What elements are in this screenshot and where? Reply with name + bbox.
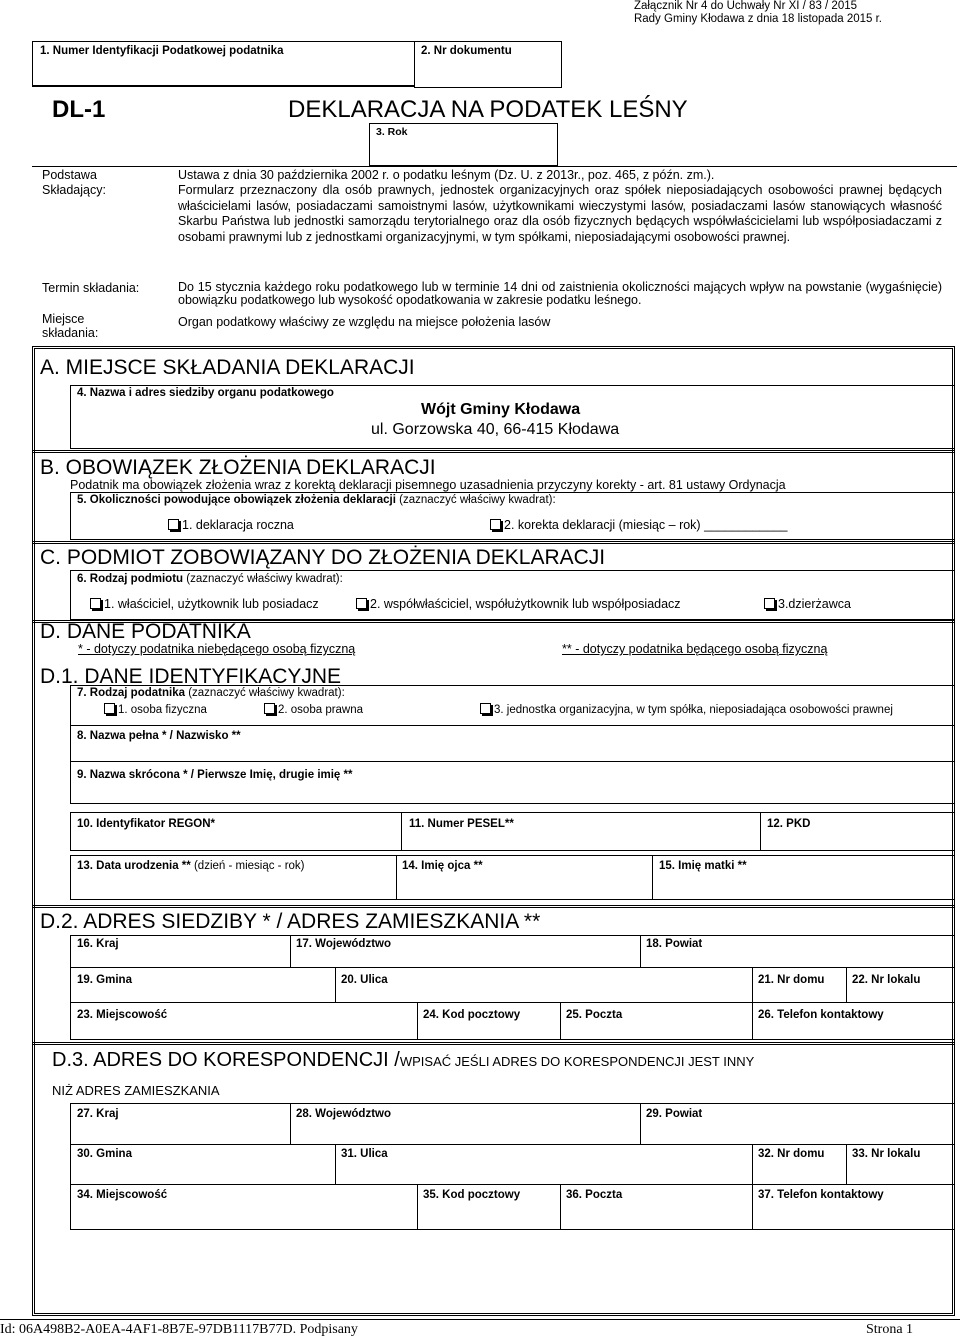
field-5-hint: (zaznaczyć właściwy kwadrat): <box>399 494 556 506</box>
field-19-label: 19. Gmina <box>77 974 132 986</box>
basis-text: Ustawa z dnia 30 października 2002 r. o podatku leśnym (Dz. U. z 2013r., poz. 465, z późn. zm.). <box>178 168 715 182</box>
nip-label: 1. Numer Identyfikacji Podatkowej podatnika <box>40 45 284 57</box>
field-12-label: 12. PKD <box>767 818 811 830</box>
form-title: DEKLARACJA NA PODATEK LEŚNY <box>288 96 688 123</box>
option-lessee[interactable] <box>764 597 851 611</box>
field-5-label <box>77 494 556 506</box>
section-d-title: D. DANE PODATNIKA <box>40 620 251 643</box>
attachment-note <box>634 0 882 26</box>
option-owner[interactable] <box>90 597 319 611</box>
section-d-note-2: ** - dotyczy podatnika będącego osobą fizyczną <box>562 642 828 656</box>
footer-page: Strona 1 <box>866 1322 914 1337</box>
field-15-label: 15. Imię matki ** <box>659 860 747 872</box>
field-6-label <box>77 573 343 585</box>
field-28-label: 28. Województwo <box>296 1108 391 1120</box>
footer-id: Id: 06A498B2-A0EA-4AF1-8B7E-97DB1117B77D. Podpisany <box>0 1322 358 1337</box>
field-26-label: 26. Telefon kontaktowy <box>758 1009 884 1021</box>
field-7-title: 7. Rodzaj podatnika <box>77 687 185 699</box>
field-24-label: 24. Kod pocztowy <box>423 1009 521 1021</box>
field-5-title: 5. Okoliczności powodujące obowiązek złożenia deklaracji <box>77 494 396 506</box>
option-org-unit-label: 3. jednostka organizacyjna, w tym spółka, nieposiadająca osobowości prawnej <box>494 704 893 716</box>
checkbox-owner[interactable] <box>90 598 101 609</box>
field-8-label: 8. Nazwa pełna * / Nazwisko ** <box>77 730 241 742</box>
field-23-label: 23. Miejscowość <box>77 1009 168 1021</box>
field-34-label: 34. Miejscowość <box>77 1189 168 1201</box>
field-13-hint: (dzień - miesiąc - rok) <box>193 860 305 872</box>
option-correction[interactable] <box>490 518 788 532</box>
field-6-title: 6. Rodzaj podmiotu <box>77 573 184 585</box>
option-natural-person-label: 1. osoba fizyczna <box>118 704 207 716</box>
section-a-title: A. MIEJSCE SKŁADANIA DEKLARACJI <box>40 356 415 379</box>
field-20-label: 20. Ulica <box>341 974 388 986</box>
filer-text: Formularz przeznaczony dla osób prawnych, jednostek organizacyjnych oraz spółek nieposiadających osobowości prawnej będących właścicielami lasów, posiadaczami samoistnymi lasów, użytkownikami wieczystymi lasów, posiadaczami lasów stanowiących własność Skarbu Państwa lub jednostki samorządu terytorialnego oraz dla osób fizycznych będących współwłaścicielami lub współposiadaczami z osobami prawnymi lub z jednostkami organizacyjnymi, w tym spółkami, nieposiadającymi osobowości prawnej. <box>178 183 942 244</box>
place-text: Organ podatkowy właściwy ze względu na miejsce położenia lasów <box>178 315 551 329</box>
field-17-label: 17. Województwo <box>296 938 391 950</box>
field-7-hint: (zaznaczyć właściwy kwadrat): <box>188 687 345 699</box>
section-d3-hint-2: NIŻ ADRES ZAMIESZKANIA <box>52 1083 220 1098</box>
office-name: Wójt Gminy Kłodawa <box>421 401 581 418</box>
field-18-label: 18. Powiat <box>646 938 703 950</box>
option-legal-person-label: 2. osoba prawna <box>278 704 364 716</box>
option-legal-person[interactable] <box>264 703 363 716</box>
office-address: ul. Gorzowska 40, 66-415 Kłodawa <box>371 421 620 438</box>
field-36-label: 36. Poczta <box>566 1189 623 1201</box>
checkbox-annual[interactable] <box>168 519 179 530</box>
deadline-label: Termin składania: <box>42 281 140 295</box>
field-29-label: 29. Powiat <box>646 1108 703 1120</box>
field-32-label: 32. Nr domu <box>758 1148 825 1160</box>
place-label-2: składania: <box>42 326 99 340</box>
year-label: 3. Rok <box>376 126 408 138</box>
field-4-label: 4. Nazwa i adres siedziby organu podatkowego <box>77 387 334 399</box>
field-16-label: 16. Kraj <box>77 938 119 950</box>
place-label-1: Miejsce <box>42 312 85 326</box>
doc-no-label: 2. Nr dokumentu <box>421 45 512 57</box>
option-correction-label: 2. korekta deklaracji (miesiąc – rok) ____________ <box>504 518 788 532</box>
section-d-note-1: * - dotyczy podatnika niebędącego osobą fizyczną <box>78 642 356 656</box>
filer-label: Składający: <box>42 183 106 197</box>
attachment-line-1: Załącznik Nr 4 do Uchwały Nr XI / 83 / 2015 <box>633 0 858 12</box>
option-owner-label: 1. właściciel, użytkownik lub posiadacz <box>104 597 319 611</box>
field-9-label: 9. Nazwa skrócona * / Pierwsze Imię, drugie imię ** <box>77 769 353 781</box>
checkbox-co-owner[interactable] <box>356 598 367 609</box>
section-d3-hint-1: WPISAĆ JEŚLI ADRES DO KORESPONDENCJI JEST INNY <box>399 1054 755 1069</box>
field-11-label: 11. Numer PESEL** <box>409 818 514 830</box>
option-co-owner-label: 2. współwłaściciel, współużytkownik lub współposiadacz <box>370 597 681 611</box>
field-21-label: 21. Nr domu <box>758 974 825 986</box>
field-27-label: 27. Kraj <box>77 1108 119 1120</box>
section-c-title: C. PODMIOT ZOBOWIĄZANY DO ZŁOŻENIA DEKLARACJI <box>40 546 606 569</box>
section-d1-title: D.1. DANE IDENTYFIKACYJNE <box>40 665 342 688</box>
field-7-label <box>77 687 345 699</box>
field-13-title: 13. Data urodzenia ** <box>77 860 191 872</box>
option-annual-label: 1. deklaracja roczna <box>182 518 294 532</box>
section-b-title: B. OBOWIĄZEK ZŁOŻENIA DEKLARACJI <box>40 456 436 479</box>
checkbox-natural-person[interactable] <box>104 703 115 714</box>
section-d3-title: D.3. ADRES DO KORESPONDENCJI / <box>52 1049 400 1071</box>
deadline-text: Do 15 stycznia każdego roku podatkowego lub w terminie 14 dni od zaistnienia okoliczności mających wpływ na powstanie (wygaśnięcie) obowiązku podatkowego lub wysokość opodatkowania w zakresie podatku leśnego. <box>178 280 942 307</box>
field-30-label: 30. Gmina <box>77 1148 132 1160</box>
option-lessee-label: 3.dzierżawca <box>778 597 851 611</box>
field-35-label: 35. Kod pocztowy <box>423 1189 521 1201</box>
field-25-label: 25. Poczta <box>566 1009 623 1021</box>
section-d3-heading <box>52 1049 754 1072</box>
field-10-label: 10. Identyfikator REGON* <box>77 818 216 830</box>
field-row-27-29 <box>70 1103 955 1145</box>
section-d2-title: D.2. ADRES SIEDZIBY * / ADRES ZAMIESZKANIA ** <box>40 910 541 933</box>
field-33-label: 33. Nr lokalu <box>852 1148 921 1160</box>
field-13-label <box>77 860 305 872</box>
option-natural-person[interactable] <box>104 703 207 716</box>
option-org-unit[interactable] <box>480 703 893 716</box>
checkbox-legal-person[interactable] <box>264 703 275 714</box>
field-6-hint: (zaznaczyć właściwy kwadrat): <box>186 573 343 585</box>
section-b-note: Podatnik ma obowiązek złożenia wraz z korektą deklaracji pisemnego uzasadnienia przyczyny korekty - art. 81 ustawy Ordynacja <box>70 478 786 492</box>
field-31-label: 31. Ulica <box>341 1148 388 1160</box>
checkbox-correction[interactable] <box>490 519 501 530</box>
option-co-owner[interactable] <box>356 597 681 611</box>
checkbox-org-unit[interactable] <box>480 703 491 714</box>
form-code: DL-1 <box>52 96 106 123</box>
option-annual[interactable] <box>168 518 294 532</box>
field-14-label: 14. Imię ojca ** <box>402 860 483 872</box>
basis-label: Podstawa <box>42 168 97 182</box>
field-37-label: 37. Telefon kontaktowy <box>758 1189 884 1201</box>
field-22-label: 22. Nr lokalu <box>852 974 921 986</box>
checkbox-lessee[interactable] <box>764 598 775 609</box>
field-row-16-18 <box>70 935 955 968</box>
attachment-line-2: Rady Gminy Kłodawa z dnia 18 listopada 2015 r. <box>633 13 882 25</box>
